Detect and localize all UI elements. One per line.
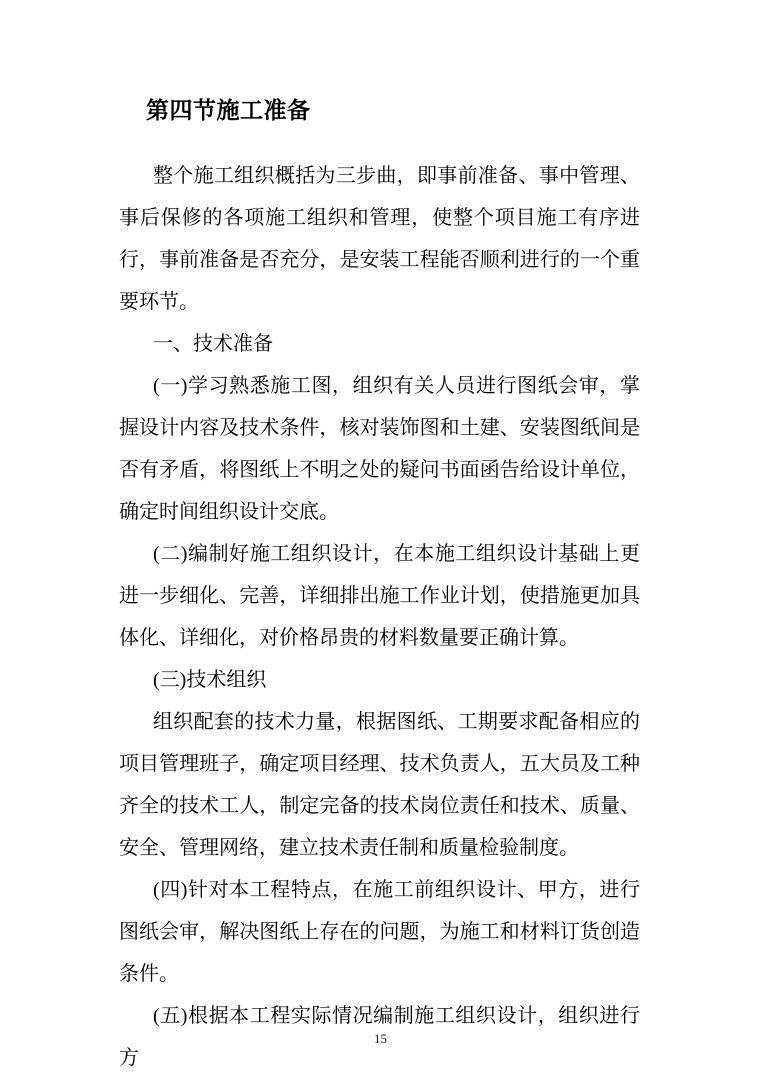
body-paragraph: (三)技术组织 [153, 669, 267, 691]
body-paragraph: 整个施工组织概括为三步曲，即事前准备、事中管理、事后保修的各项施工组织和管理，使整个项目施工有序进行，事前准备是否充分，是安装工程能否顺利进行的一个重要环节。 [119, 165, 640, 313]
body-paragraph: (一)学习熟悉施工图，组织有关人员进行图纸会审，掌握设计内容及技术条件，核对装饰图和土建、安装图纸间是否有矛盾，将图纸上不明之处的疑问书面函告给设计单位，确定时间组织设计交底。 [119, 375, 640, 523]
page-number: 15 [374, 1031, 387, 1046]
body-paragraph: (五)根据本工程实际情况编制施工组织设计，组织进行方 [119, 1005, 640, 1069]
subsection-heading: 一、技术准备 [153, 333, 273, 355]
section-title: 第四节施工准备 [146, 98, 311, 123]
body-paragraph: 组织配套的技术力量，根据图纸、工期要求配备相应的项目管理班子，确定项目经理、技术负责人，五大员及工种齐全的技术工人，制定完备的技术岗位责任和技术、质量、安全、管理网络，建立技术责任制和质量检验制度。 [119, 711, 640, 859]
document-body [119, 155, 640, 1077]
body-paragraph: (二)编制好施工组织设计，在本施工组织设计基础上更进一步细化、完善，详细排出施工作业计划，使措施更加具体化、详细化，对价格昂贵的材料数量要正确计算。 [119, 543, 640, 649]
body-paragraph: (四)针对本工程特点，在施工前组织设计、甲方，进行图纸会审，解决图纸上存在的问题，为施工和材料订货创造条件。 [119, 879, 640, 985]
